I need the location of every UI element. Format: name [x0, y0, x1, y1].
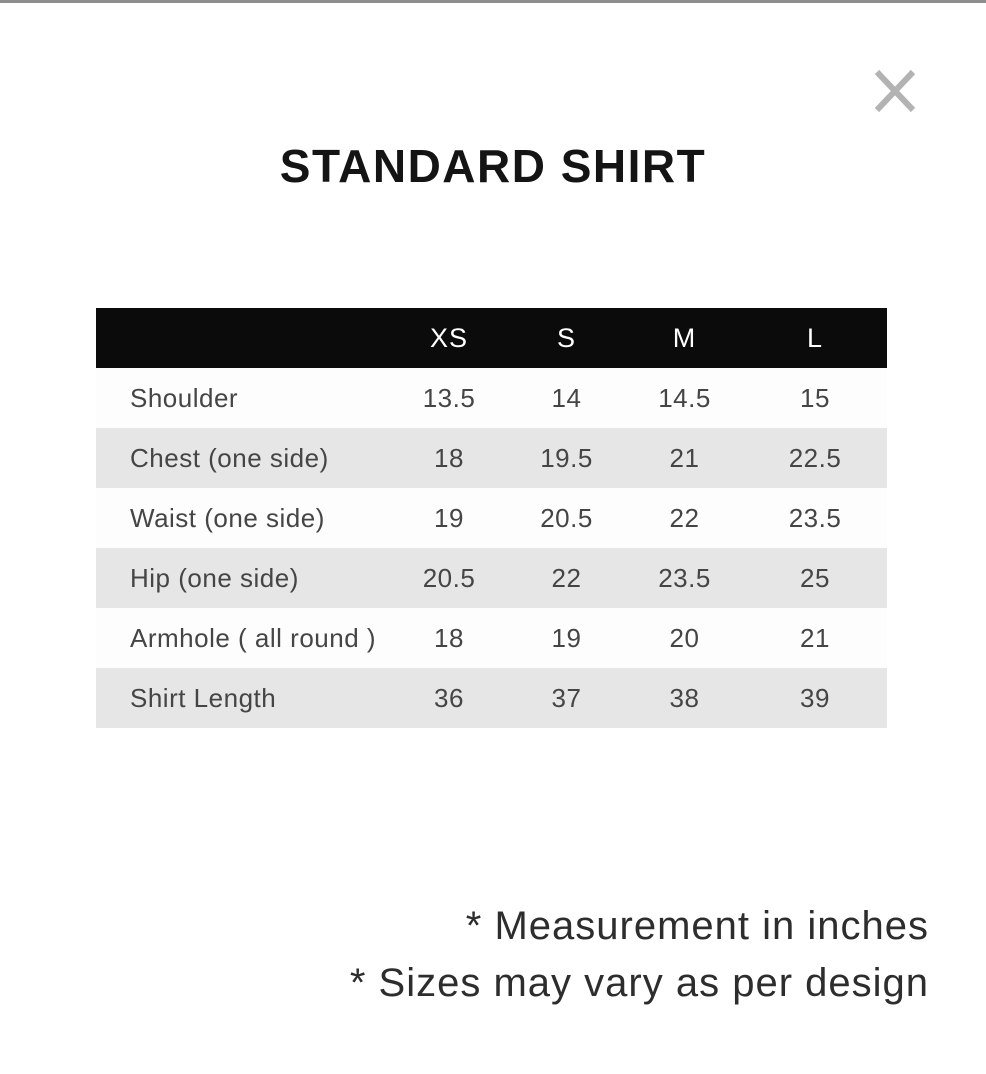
- cell: 22: [669, 502, 700, 533]
- top-divider: [0, 0, 986, 3]
- column-header-xs: XS: [391, 308, 507, 368]
- cell: 19.5: [540, 442, 593, 473]
- cell: 15: [800, 382, 830, 413]
- cell: 37: [551, 682, 582, 713]
- table-row: [96, 668, 887, 728]
- cell: 22.5: [788, 442, 842, 473]
- column-header-m: M: [626, 308, 743, 368]
- footnotes: [350, 898, 929, 1012]
- cell: 18: [434, 442, 464, 473]
- row-label: Waist (one side): [130, 502, 325, 533]
- cell: 39: [800, 682, 830, 713]
- row-label: Hip (one side): [130, 562, 299, 593]
- table-row: [96, 368, 887, 428]
- cell: 20.5: [540, 502, 593, 533]
- footnote-line: * Sizes may vary as per design: [349, 961, 929, 1005]
- cell: 14.5: [658, 382, 711, 413]
- table-header-row: [96, 308, 887, 368]
- row-label: Armhole ( all round ): [130, 622, 377, 653]
- cell: 21: [669, 442, 700, 473]
- cell: 13.5: [422, 382, 476, 413]
- cell: 38: [669, 682, 700, 713]
- close-button[interactable]: [866, 62, 924, 120]
- row-label: Shirt Length: [130, 682, 277, 713]
- column-header-l: L: [743, 308, 887, 368]
- cell: 21: [800, 622, 830, 653]
- size-chart-table: [96, 308, 887, 728]
- cell: 19: [434, 502, 464, 533]
- cell: 19: [551, 622, 582, 653]
- footnote-line: * Measurement in inches: [465, 904, 929, 948]
- page-title: STANDARD SHIRT: [279, 140, 707, 192]
- table-row: [96, 608, 887, 668]
- cell: 20.5: [422, 562, 476, 593]
- cell: 22: [551, 562, 582, 593]
- cell: 18: [434, 622, 464, 653]
- table-row: [96, 548, 887, 608]
- table-row: [96, 428, 887, 488]
- cell: 23.5: [658, 562, 711, 593]
- cell: 23.5: [788, 502, 842, 533]
- row-label: Shoulder: [130, 382, 239, 413]
- cell: 36: [434, 682, 464, 713]
- cell: 14: [551, 382, 582, 413]
- cell: 20: [669, 622, 700, 653]
- column-header-s: S: [507, 308, 626, 368]
- table-row: [96, 488, 887, 548]
- row-label: Chest (one side): [130, 442, 329, 473]
- cell: 25: [800, 562, 830, 593]
- column-header-empty: [96, 308, 391, 368]
- close-icon: [871, 67, 919, 115]
